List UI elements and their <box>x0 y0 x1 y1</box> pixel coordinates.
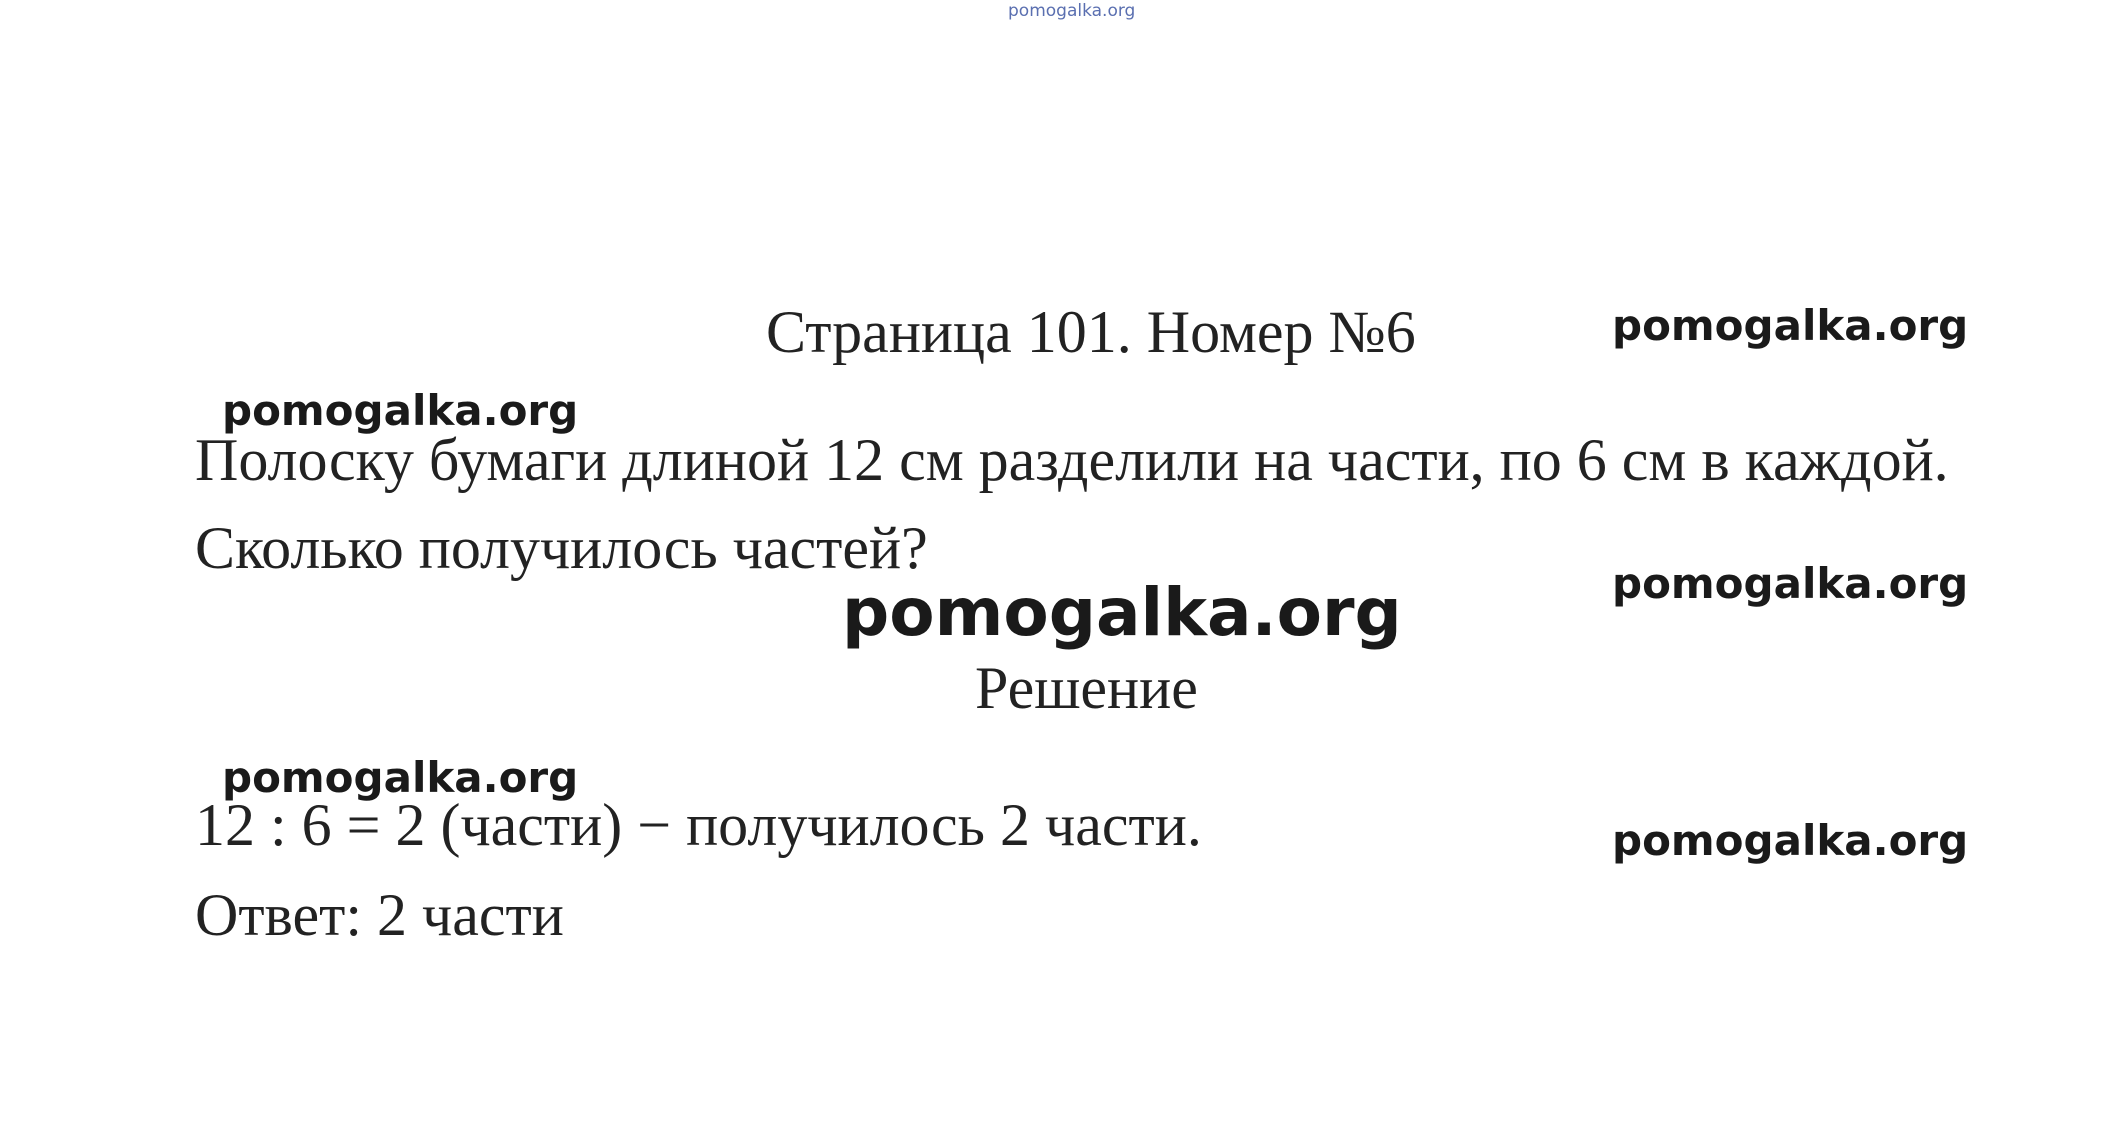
answer-text: Ответ: 2 части <box>195 882 564 948</box>
watermark: pomogalka.org <box>1612 301 1969 350</box>
solution-text: 12 : 6 = 2 (части) − получилось 2 части. <box>195 792 1202 858</box>
task-text-line-2: Сколько получилось частей? <box>195 515 928 581</box>
task-text-line-1: Полоску бумаги длиной 12 см разделили на части, по 6 см в каждой. <box>195 427 1949 493</box>
watermark-large: pomogalka.org <box>842 574 1402 651</box>
watermark: pomogalka.org <box>222 386 579 435</box>
solution-heading: Решение <box>975 655 1198 721</box>
top-watermark: pomogalka.org <box>1008 1 1136 21</box>
watermark: pomogalka.org <box>1612 816 1969 865</box>
page-title: Страница 101. Номер №6 <box>766 299 1416 365</box>
watermark: pomogalka.org <box>222 753 579 802</box>
watermark: pomogalka.org <box>1612 559 1969 608</box>
